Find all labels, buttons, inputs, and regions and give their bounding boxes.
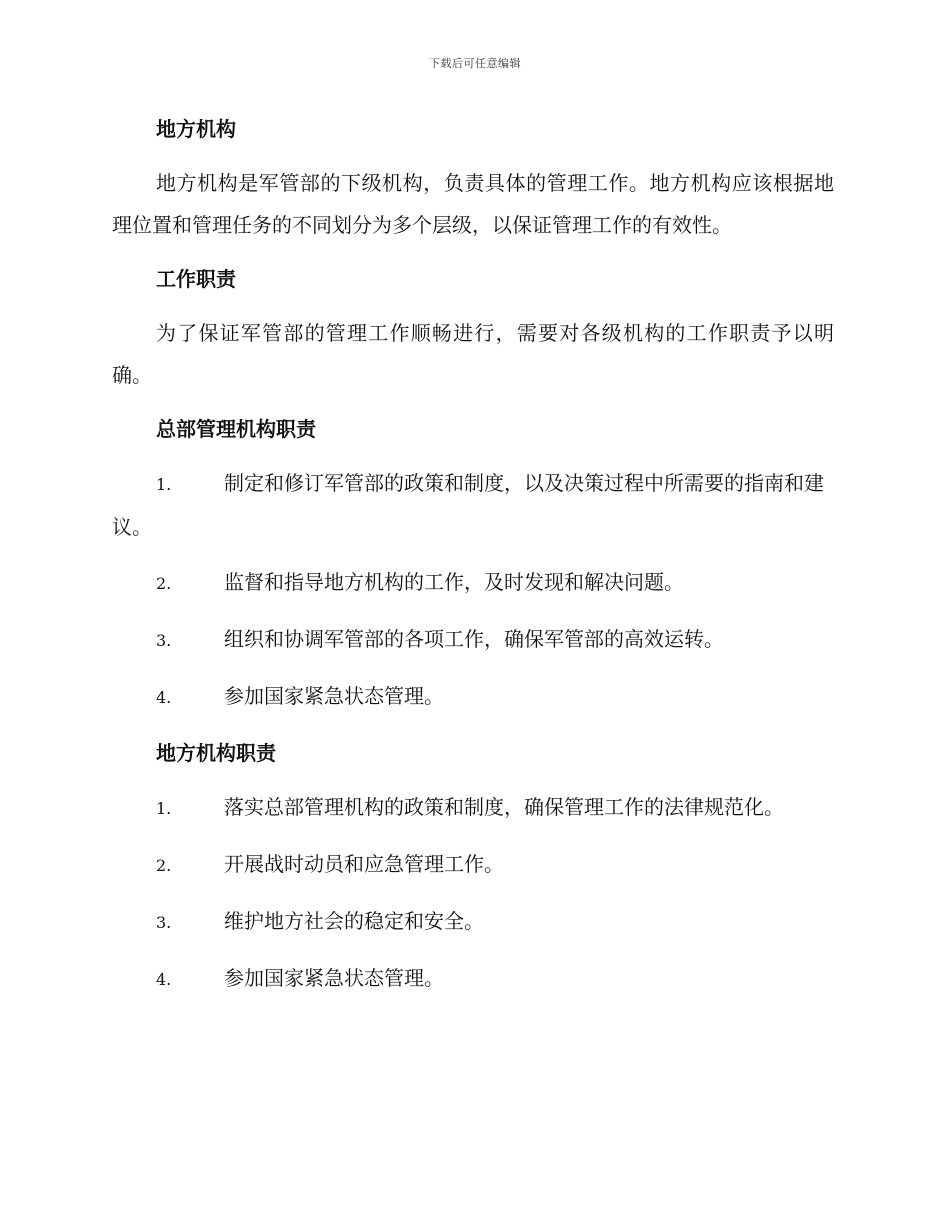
list-item [112,957,834,1001]
section-heading-responsibilities: 工作职责 [156,267,236,291]
list-item [112,843,834,887]
paragraph-responsibilities: 为了保证军管部的管理工作顺畅进行，需要对各级机构的工作职责予以明确。 [112,321,834,387]
list-item [112,618,834,662]
list-number: 4. [156,970,172,989]
section-heading-local-agencies: 地方机构 [156,117,236,141]
list-text: 参加国家紧急状态管理。 [224,684,444,708]
section-heading-hq-duties: 总部管理机构职责 [156,417,316,441]
section-heading-local-duties: 地方机构职责 [156,741,276,765]
header-note: 下载后可任意编辑 [429,57,521,70]
list-text: 维护地方社会的稳定和安全。 [224,909,484,933]
list-number: 3. [156,631,172,650]
list-number: 1. [156,799,172,818]
list-number: 3. [156,913,172,932]
document-body [112,108,834,1014]
list-number: 2. [156,574,172,593]
list-item [112,786,834,830]
list-text: 开展战时动员和应急管理工作。 [224,852,504,876]
list-item [112,462,834,548]
list-number: 1. [156,475,172,494]
list-number: 4. [156,688,172,707]
list-text: 监督和指导地方机构的工作，及时发现和解决问题。 [224,570,684,594]
list-item [112,900,834,944]
list-item [112,675,834,719]
list-text: 落实总部管理机构的政策和制度，确保管理工作的法律规范化。 [224,795,784,819]
list-text: 制定和修订军管部的政策和制度，以及决策过程中所需要的指南和建议。 [112,471,824,539]
list-item [112,561,834,605]
list-number: 2. [156,856,172,875]
paragraph-local-agencies: 地方机构是军管部的下级机构，负责具体的管理工作。地方机构应该根据地理位置和管理任务的不同划分为多个层级，以保证管理工作的有效性。 [112,171,834,237]
list-text: 组织和协调军管部的各项工作，确保军管部的高效运转。 [224,627,724,651]
list-text: 参加国家紧急状态管理。 [224,966,444,990]
